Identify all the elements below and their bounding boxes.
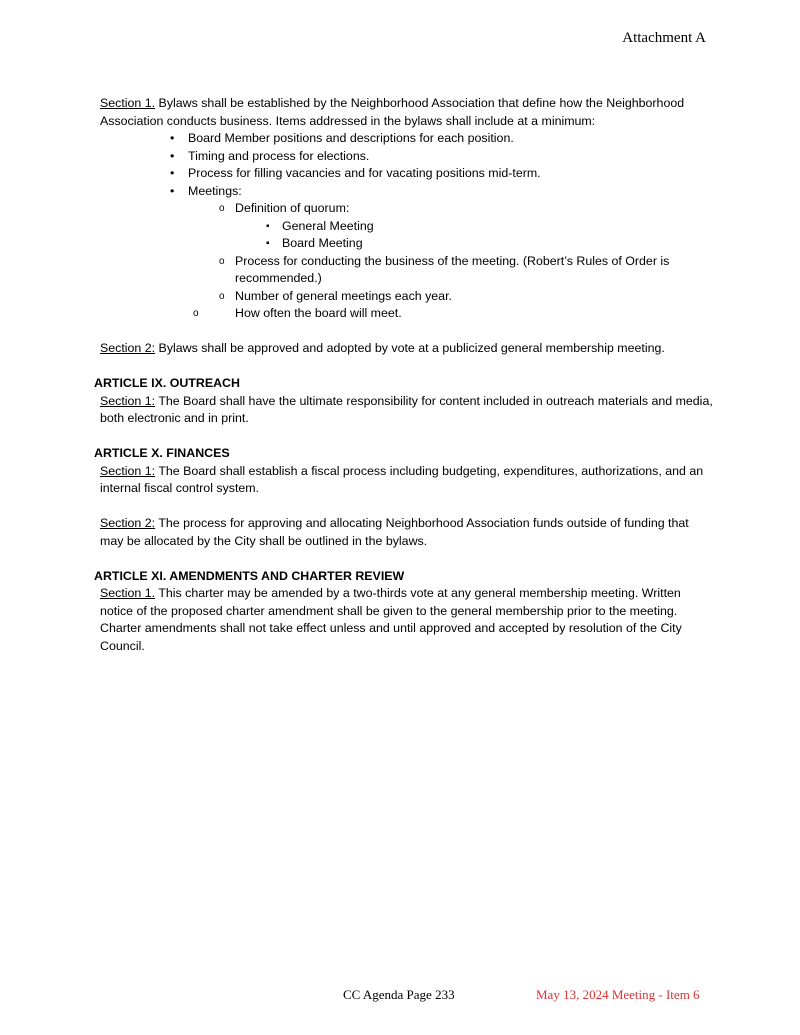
attachment-label: Attachment A <box>622 30 706 46</box>
article-10-section-1 <box>100 463 714 498</box>
list-item: • Board Member positions and descriptions for each position. <box>94 130 714 148</box>
article-10-section-2-label: Section 2: <box>100 516 156 530</box>
article-11-section-1 <box>100 585 714 655</box>
article-10-section-2 <box>100 515 714 550</box>
section-1-text-a: Bylaws shall be established by the Neighborhood Association that define how the Neighborhood Association conducts <box>100 96 685 128</box>
article-9-section-1 <box>100 393 714 428</box>
section-1-label: Section 1. <box>100 96 156 110</box>
list-item: • Timing and process for elections. <box>94 148 714 166</box>
sub-list-item-number: o Number of general meetings each year. <box>94 288 714 306</box>
article-10-section-1-label: Section 1: <box>100 463 156 478</box>
list-item: • Meetings: <box>94 183 714 201</box>
article-10-section-1-text: The Board shall establish a fiscal process including budgeting, expenditures, authorizations, and an internal fiscal control system. <box>100 463 704 495</box>
sub-sub-list-item: ▪ Board Meeting <box>94 235 714 253</box>
bylaws-item-list <box>94 130 714 323</box>
sub-list-item-how-often: o How often the board will meet. <box>94 305 714 323</box>
article-11-heading: ARTICLE XI. AMENDMENTS AND CHARTER REVIEW <box>94 568 405 583</box>
sub-list-item-process: o Process for conducting the business of the meeting. (Robert’s Rules of Order is recommended.) <box>94 253 714 288</box>
section-2-bylaws <box>100 340 714 358</box>
article-11-section-1-text: This charter may be amended by a two-thirds vote at any general membership meeting. Written notice of the proposed charter amendment shall be given to the general membership prior to the meeting. Charter amendments shall not take effect unless and until approved and accepted by resolution of the City Council. <box>100 586 682 653</box>
article-9-heading: ARTICLE IX. OUTREACH <box>94 376 240 390</box>
article-10-heading: ARTICLE X. FINANCES <box>94 446 230 460</box>
sub-list-item-quorum: o Definition of quorum: <box>94 200 714 218</box>
document-body <box>94 95 714 655</box>
sub-sub-list-item: ▪ General Meeting <box>94 218 714 236</box>
section-2-label: Section 2: <box>100 341 156 355</box>
footer-page-number: CC Agenda Page 233 <box>343 987 455 1002</box>
article-9-section-1-label: Section 1: <box>100 393 156 408</box>
section-1-text-b: business. Items addressed in the bylaws shall include at a minimum: <box>216 113 596 128</box>
section-1-bylaws <box>100 95 714 130</box>
list-item: • Process for filling vacancies and for vacating positions mid-term. <box>94 165 714 183</box>
article-9-section-1-text: The Board shall have the ultimate responsibility for content included in outreach materials and media, both electronic and in print. <box>100 393 713 425</box>
article-11-section-1-label: Section 1. <box>100 586 156 600</box>
footer-meeting-item: May 13, 2024 Meeting - Item 6 <box>536 987 700 1002</box>
article-10-section-2-text: The process for approving and allocating Neighborhood Association funds outside of funding that may be allocated by the City shall be outlined in the bylaws. <box>100 516 689 548</box>
section-2-text: Bylaws shall be approved and adopted by vote at a publicized general membership meeting. <box>155 341 665 355</box>
